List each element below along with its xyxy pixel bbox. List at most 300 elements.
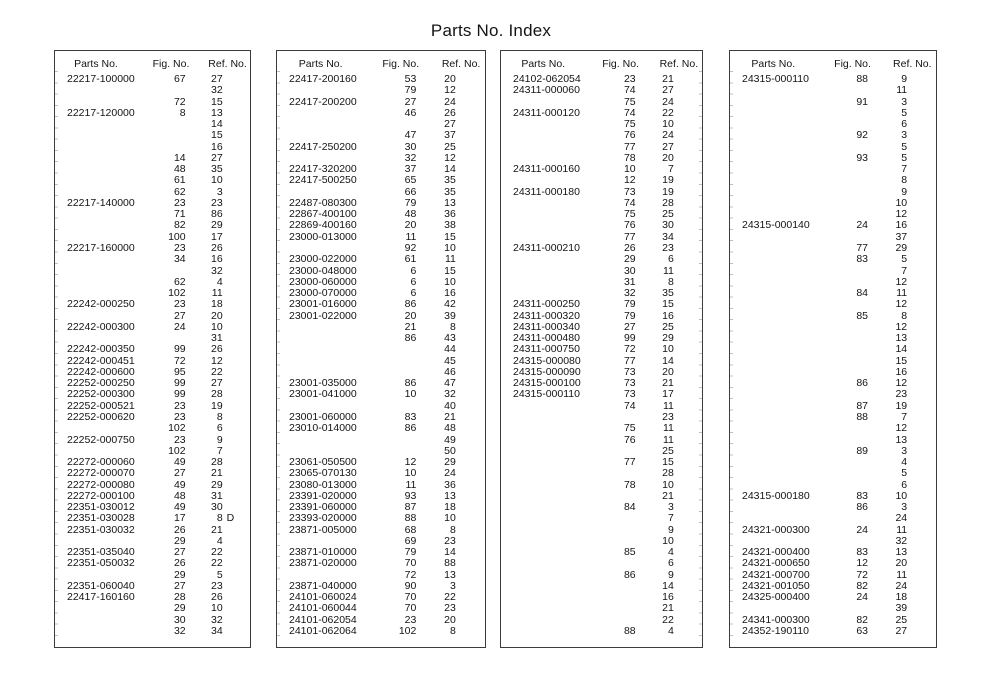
ref-no-cell: 5	[901, 140, 908, 153]
parts-no-cell: 23871-020000	[289, 557, 357, 570]
ref-suffix-cell	[223, 423, 250, 434]
parts-no-cell	[277, 344, 383, 355]
ref-no-cell: 29	[444, 456, 456, 469]
table-row	[501, 344, 702, 355]
ref-no-cell: 32	[895, 534, 908, 547]
table-row	[501, 299, 702, 310]
fig-no-cell: 83	[856, 489, 868, 502]
ref-no-cell: 11	[662, 399, 674, 412]
ref-no-cell: 3	[901, 501, 908, 514]
fig-no-cell: 26	[173, 557, 186, 570]
ref-no-cell: 25	[662, 444, 674, 457]
parts-no-cell	[55, 423, 154, 434]
ref-suffix-cell	[907, 299, 936, 310]
ref-no-cell: 29	[210, 219, 223, 232]
ref-no-cell: 17	[662, 388, 674, 401]
ref-suffix-cell	[223, 547, 250, 558]
fig-no-cell: 66	[404, 185, 417, 198]
ref-no-cell: 16	[662, 591, 674, 604]
ref-no-cell: 11	[662, 422, 674, 435]
ref-suffix-cell	[223, 299, 250, 310]
ref-no-cell: 35	[662, 287, 674, 300]
parts-no-cell	[55, 175, 154, 186]
table-row	[55, 130, 250, 141]
fig-no-cell	[383, 435, 416, 446]
ref-no-cell: 48	[444, 422, 456, 435]
fig-no-cell: 99	[173, 377, 186, 390]
ref-no-cell: 21	[210, 467, 223, 480]
ref-no-cell: 31	[210, 332, 223, 345]
ref-no-cell: 8	[216, 410, 223, 423]
ref-no-cell: 11	[896, 287, 908, 300]
ref-no-cell: 10	[210, 602, 223, 615]
ref-suffix-cell	[456, 592, 485, 603]
fig-no-cell: 53	[404, 73, 417, 85]
ref-suffix-cell	[907, 254, 936, 265]
table-row	[55, 389, 250, 400]
ref-no-cell: 6	[216, 422, 223, 435]
ref-suffix-cell	[456, 85, 485, 96]
ref-suffix-cell	[223, 491, 250, 502]
fig-no-cell: 34	[173, 253, 186, 266]
table-body	[501, 74, 702, 637]
table-row	[730, 175, 936, 186]
parts-no-cell: 24311-000120	[513, 106, 580, 119]
fig-no-cell: 88	[856, 410, 868, 423]
fig-no-cell: 27	[173, 579, 186, 592]
ref-suffix-cell	[223, 626, 250, 637]
fig-no-cell: 21	[404, 320, 417, 333]
fig-no-cell: 67	[173, 73, 186, 85]
fig-no-cell: 46	[404, 106, 417, 119]
fig-no-cell	[154, 130, 185, 141]
ref-suffix-cell	[456, 401, 485, 412]
parts-no-cell: 24101-062064	[289, 625, 357, 638]
ref-no-cell: 12	[895, 377, 908, 390]
table-row	[501, 558, 702, 569]
ref-no-cell: 21	[444, 410, 456, 423]
ref-suffix-cell	[907, 288, 936, 299]
ref-suffix-cell	[456, 367, 485, 378]
ref-suffix-cell	[223, 322, 250, 333]
parts-no-cell	[730, 401, 835, 412]
ref-no-cell: 49	[444, 433, 456, 446]
ref-no-cell: 14	[444, 546, 456, 559]
parts-no-cell	[501, 513, 604, 524]
ref-no-cell: 5	[901, 106, 908, 119]
ref-no-cell: 10	[662, 478, 674, 491]
ref-no-cell: 28	[662, 467, 674, 480]
ref-no-cell: 27	[210, 377, 223, 390]
ref-suffix-cell	[907, 97, 936, 108]
fig-no-cell	[154, 119, 185, 130]
ref-no-cell: 12	[895, 298, 908, 311]
parts-no-cell	[730, 142, 835, 153]
ref-suffix-cell	[907, 367, 936, 378]
table-row	[501, 130, 702, 141]
ref-no-cell: 7	[668, 512, 674, 525]
ref-suffix-cell	[456, 254, 485, 265]
table-row	[55, 254, 250, 265]
parts-no-cell	[501, 198, 604, 209]
fig-no-cell: 89	[856, 444, 868, 457]
table-body	[55, 74, 250, 637]
ref-suffix-cell	[223, 592, 250, 603]
fig-no-cell: 70	[404, 602, 417, 615]
ref-no-cell: 16	[895, 219, 908, 232]
ref-no-cell: 8	[668, 275, 674, 288]
ref-no-cell: 19	[895, 399, 908, 412]
parts-no-cell: 22417-320200	[289, 163, 357, 176]
ref-no-cell: 27	[662, 84, 674, 97]
parts-no-cell	[501, 254, 604, 265]
table-row	[730, 254, 936, 265]
fig-no-cell: 102	[168, 444, 186, 457]
table-row	[277, 175, 485, 186]
fig-no-cell: 20	[404, 219, 417, 232]
table-row	[55, 299, 250, 310]
ref-no-cell: 23	[662, 241, 674, 254]
fig-no-cell: 73	[623, 365, 636, 378]
parts-no-cell	[501, 142, 604, 153]
fig-no-cell: 32	[404, 151, 417, 164]
fig-no-cell: 76	[623, 129, 636, 142]
ref-no-cell: 8	[216, 512, 223, 525]
ref-suffix-cell	[456, 333, 485, 344]
ref-suffix-cell	[456, 277, 485, 288]
fig-no-cell: 72	[404, 568, 417, 581]
ref-suffix-cell	[456, 491, 485, 502]
ref-no-cell: 13	[444, 196, 456, 209]
ref-suffix-cell	[907, 401, 936, 412]
fig-no-cell: 26	[623, 241, 636, 254]
ref-suffix-cell	[456, 220, 485, 231]
ref-no-cell: 11	[896, 568, 908, 581]
ref-suffix-cell	[456, 299, 485, 310]
fig-no-cell: 10	[623, 163, 636, 176]
ref-suffix-cell	[674, 164, 702, 175]
table-row	[277, 389, 485, 400]
parts-no-cell	[55, 615, 154, 626]
parts-no-cell	[730, 389, 835, 400]
parts-no-cell	[501, 130, 604, 141]
fig-no-cell: 61	[404, 253, 417, 266]
ref-no-cell: 22	[662, 106, 674, 119]
fig-no-cell: 48	[404, 208, 417, 221]
ref-suffix-cell	[456, 558, 485, 569]
ref-suffix-cell	[223, 108, 250, 119]
column-header-fig-no: Fig. No.	[602, 58, 639, 70]
parts-no-cell: 24315-000090	[513, 365, 581, 378]
parts-no-cell	[501, 175, 604, 186]
parts-no-cell	[501, 491, 604, 502]
ref-no-cell: 27	[210, 73, 223, 85]
fig-no-cell: 49	[173, 501, 186, 514]
ref-no-cell: 18	[895, 591, 908, 604]
fig-no-cell: 72	[623, 343, 636, 356]
parts-no-cell: 22272-000060	[67, 456, 135, 469]
parts-no-cell: 22351-060040	[67, 579, 135, 592]
fig-no-cell: 68	[404, 523, 417, 536]
ref-suffix-cell	[674, 480, 702, 491]
ref-no-cell: 23	[662, 410, 674, 423]
fig-no-cell: 29	[173, 602, 186, 615]
ref-suffix-cell	[674, 198, 702, 209]
table-row	[277, 468, 485, 479]
parts-no-cell	[501, 423, 604, 434]
fig-no-cell: 93	[404, 489, 417, 502]
ref-suffix-cell	[907, 209, 936, 220]
fig-no-cell: 31	[623, 275, 636, 288]
fig-no-cell: 78	[623, 151, 636, 164]
ref-suffix-cell	[223, 581, 250, 592]
ref-no-cell: 29	[662, 332, 674, 345]
ref-suffix-cell	[223, 435, 250, 446]
ref-no-cell: 26	[210, 591, 223, 604]
ref-suffix-cell	[223, 344, 250, 355]
fig-no-cell: 27	[173, 546, 186, 559]
fig-no-cell: 12	[856, 557, 868, 570]
fig-no-cell: 92	[856, 129, 868, 142]
ref-no-cell: 10	[895, 489, 908, 502]
ref-suffix-cell	[674, 570, 702, 581]
parts-no-cell: 22272-000070	[67, 467, 135, 480]
parts-no-cell	[55, 153, 154, 164]
ref-suffix-cell	[907, 164, 936, 175]
ref-suffix-cell	[456, 457, 485, 468]
parts-no-cell	[501, 525, 604, 536]
parts-no-cell	[501, 435, 604, 446]
ref-suffix-cell	[907, 626, 936, 637]
ref-suffix-cell	[223, 558, 250, 569]
fig-no-cell	[835, 423, 868, 434]
table-row	[730, 85, 936, 96]
fig-no-cell	[835, 198, 868, 209]
ref-suffix-cell	[907, 558, 936, 569]
ref-suffix-cell	[223, 457, 250, 468]
ref-no-cell: 6	[901, 118, 908, 131]
ref-no-cell: 36	[444, 478, 456, 491]
fig-no-cell: 71	[173, 208, 186, 221]
table-row	[277, 254, 485, 265]
ref-suffix-cell	[223, 164, 250, 175]
ref-no-cell: 23	[444, 534, 456, 547]
ref-suffix-cell	[223, 536, 250, 547]
parts-no-cell	[501, 603, 604, 614]
ref-no-cell: 15	[662, 298, 674, 311]
ref-suffix-cell	[907, 232, 936, 243]
ref-suffix-cell	[223, 480, 250, 491]
ref-no-cell: 24	[662, 129, 674, 142]
ref-suffix-cell	[223, 311, 250, 322]
ref-suffix-cell	[674, 187, 702, 198]
ref-no-cell: 14	[444, 163, 456, 176]
ref-no-cell: 47	[444, 377, 456, 390]
parts-no-cell	[730, 243, 835, 254]
fig-no-cell: 10	[404, 467, 417, 480]
ref-suffix-cell	[456, 175, 485, 186]
parts-no-cell	[55, 603, 154, 614]
fig-no-cell: 86	[404, 332, 417, 345]
fig-no-cell: 24	[856, 523, 868, 536]
ref-suffix-cell	[674, 592, 702, 603]
ref-no-cell: 9	[901, 185, 908, 198]
ref-suffix-cell	[674, 525, 702, 536]
fig-no-cell: 77	[623, 140, 636, 153]
ref-suffix-cell	[456, 570, 485, 581]
ref-suffix-cell	[674, 232, 702, 243]
fig-no-cell: 30	[623, 264, 636, 277]
ref-suffix-cell	[907, 220, 936, 231]
parts-no-cell	[501, 547, 604, 558]
fig-no-cell	[383, 344, 416, 355]
fig-no-cell: 23	[623, 73, 636, 85]
ref-suffix-cell	[907, 378, 936, 389]
parts-no-cell: 24311-000480	[513, 332, 580, 345]
ref-suffix-cell	[223, 130, 250, 141]
ref-suffix-cell	[907, 525, 936, 536]
ref-suffix-cell	[223, 615, 250, 626]
ref-suffix-cell	[456, 480, 485, 491]
parts-no-cell	[730, 108, 835, 119]
ref-suffix-cell	[223, 142, 250, 153]
ref-suffix-cell	[456, 536, 485, 547]
fig-no-cell: 37	[404, 163, 417, 176]
parts-no-cell	[730, 513, 835, 524]
parts-no-cell	[501, 446, 604, 457]
parts-no-cell: 23001-022000	[289, 309, 357, 322]
parts-no-cell	[501, 412, 604, 423]
parts-no-cell	[277, 435, 383, 446]
parts-no-cell: 23871-040000	[289, 579, 357, 592]
parts-no-cell: 23000-060000	[289, 275, 357, 288]
parts-no-cell: 22252-000300	[67, 388, 135, 401]
ref-no-cell: 13	[444, 489, 456, 502]
parts-no-cell	[501, 266, 604, 277]
ref-suffix-cell	[456, 435, 485, 446]
fig-no-cell: 47	[404, 129, 417, 142]
parts-no-cell: 23000-013000	[289, 230, 357, 243]
fig-no-cell: 70	[404, 591, 417, 604]
ref-suffix-cell	[223, 153, 250, 164]
fig-no-cell: 79	[623, 309, 636, 322]
parts-no-cell: 24315-000110	[742, 73, 809, 85]
ref-suffix-cell	[674, 468, 702, 479]
ref-no-cell: 4	[668, 546, 674, 559]
ref-no-cell: 12	[895, 422, 908, 435]
parts-no-cell: 23000-070000	[289, 287, 357, 300]
ref-no-cell: 35	[210, 163, 223, 176]
ref-no-cell: 8	[450, 625, 456, 638]
fig-no-cell: 8	[179, 106, 186, 119]
parts-no-cell	[730, 356, 835, 367]
parts-no-cell: 23871-005000	[289, 523, 357, 536]
ref-no-cell: 4	[216, 534, 223, 547]
ref-suffix-cell	[907, 153, 936, 164]
fig-no-cell: 26	[173, 523, 186, 536]
parts-no-cell: 22217-100000	[67, 73, 135, 85]
fig-no-cell	[835, 344, 868, 355]
parts-no-cell: 22242-000451	[67, 354, 135, 367]
parts-no-cell	[501, 480, 604, 491]
ref-no-cell: 15	[210, 129, 223, 142]
ref-suffix-cell	[674, 209, 702, 220]
ref-suffix-cell	[674, 389, 702, 400]
fig-no-cell: 84	[623, 501, 636, 514]
ref-no-cell: 32	[444, 388, 456, 401]
table-row	[55, 85, 250, 96]
parts-index-panel-2	[276, 50, 486, 648]
table-row	[730, 423, 936, 434]
ref-suffix-cell	[456, 311, 485, 322]
ref-no-cell: 17	[210, 230, 223, 243]
parts-no-cell	[55, 266, 154, 277]
parts-no-cell: 24101-062054	[289, 613, 357, 626]
ref-suffix-cell	[907, 187, 936, 198]
parts-no-cell: 23871-010000	[289, 546, 357, 559]
table-row	[501, 85, 702, 96]
ref-suffix-cell	[674, 356, 702, 367]
fig-no-cell: 99	[623, 332, 636, 345]
ref-no-cell: 6	[668, 557, 674, 570]
ref-no-cell: 11	[662, 264, 674, 277]
fig-no-cell: 77	[623, 456, 636, 469]
parts-no-cell	[55, 220, 154, 231]
ref-no-cell: 15	[444, 230, 456, 243]
parts-no-cell	[55, 254, 154, 265]
parts-no-cell: 23001-041000	[289, 388, 357, 401]
fig-no-cell: 86	[404, 298, 417, 311]
parts-no-cell	[277, 333, 383, 344]
parts-no-cell	[501, 592, 604, 603]
parts-no-cell: 24315-000180	[742, 489, 810, 502]
ref-no-cell: 21	[662, 602, 674, 615]
ref-no-cell: 16	[444, 287, 456, 300]
ref-no-cell: 21	[662, 377, 674, 390]
fig-no-cell: 83	[856, 253, 868, 266]
ref-no-cell: 35	[444, 174, 456, 187]
ref-no-cell: 28	[662, 196, 674, 209]
table-row	[730, 513, 936, 524]
ref-no-cell: 10	[210, 320, 223, 333]
ref-no-cell: 22	[210, 546, 223, 559]
table-row	[277, 513, 485, 524]
page-title: Parts No. Index	[430, 21, 552, 40]
parts-no-cell	[730, 468, 835, 479]
parts-no-cell: 22272-000080	[67, 478, 135, 491]
ref-no-cell: 22	[444, 591, 456, 604]
parts-no-cell	[730, 288, 835, 299]
parts-no-cell	[55, 130, 154, 141]
ref-suffix-cell	[674, 322, 702, 333]
ref-no-cell: 11	[211, 287, 223, 300]
parts-no-cell: 24315-000110	[513, 388, 580, 401]
ref-no-cell: 20	[662, 365, 674, 378]
fig-no-cell: 23	[173, 298, 186, 311]
parts-no-cell: 24315-000080	[513, 354, 581, 367]
ref-no-cell: 12	[895, 208, 908, 221]
table-row	[730, 130, 936, 141]
parts-no-cell	[730, 299, 835, 310]
parts-no-cell	[501, 277, 604, 288]
table-row	[55, 558, 250, 569]
table-row	[55, 175, 250, 186]
ref-no-cell: 12	[444, 84, 456, 97]
ref-suffix-cell	[456, 389, 485, 400]
fig-no-cell: 74	[623, 399, 636, 412]
fig-no-cell: 77	[623, 230, 636, 243]
table-row	[730, 626, 936, 637]
